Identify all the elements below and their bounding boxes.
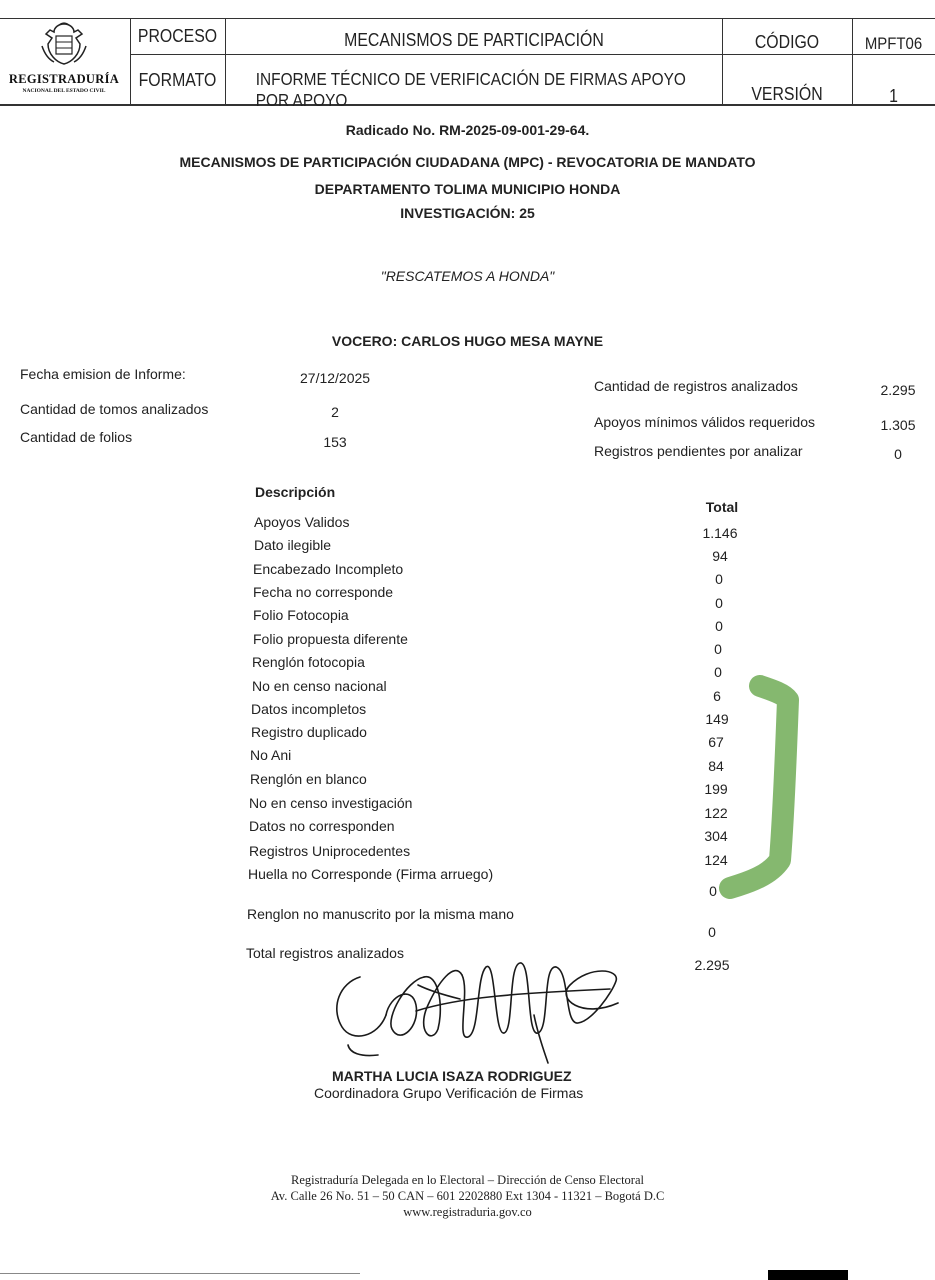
- table-row-desc: No Ani: [250, 747, 292, 763]
- coat-of-arms-icon: [36, 20, 92, 68]
- table-row-total: 0: [715, 618, 723, 634]
- col-description-header: Descripción: [255, 484, 336, 500]
- handwritten-signature: [320, 945, 630, 1070]
- table-row-desc: Dato ilegible: [254, 537, 332, 553]
- table-row-total: 0: [709, 883, 717, 899]
- col-total-header: Total: [705, 499, 739, 515]
- table-row-total: 0: [715, 571, 723, 587]
- table-row-desc: Folio Fotocopia: [253, 607, 349, 623]
- table-row-total: 149: [705, 711, 729, 727]
- table-row-desc: Folio propuesta diferente: [253, 631, 408, 647]
- table-row-total: 0: [708, 924, 716, 940]
- table-row-total: 124: [704, 852, 728, 868]
- proceso-value: MECANISMOS DE PARTICIPACIÓN: [344, 29, 604, 50]
- logo-subtitle: NACIONAL DEL ESTADO CIVIL: [22, 88, 106, 94]
- investigation-title: INVESTIGACIÓN: 25: [400, 205, 535, 221]
- scan-artifact: [768, 1270, 848, 1280]
- version-value: 1: [889, 85, 898, 106]
- mechanism-title: MECANISMOS DE PARTICIPACIÓN CIUDADANA (MPC) - REVOCATORIA DE MANDATO: [179, 154, 756, 170]
- vocero: VOCERO: CARLOS HUGO MESA MAYNE: [331, 333, 604, 349]
- table-row-total: 94: [712, 548, 728, 564]
- radicado-number: Radicado No. RM-2025-09-001-29-64.: [345, 122, 590, 138]
- table-row-total: 0: [715, 595, 723, 611]
- table-row-desc: Renglón fotocopia: [252, 654, 365, 670]
- summary-left-label: Cantidad de folios: [20, 429, 133, 445]
- table-row-desc: Renglón en blanco: [250, 771, 367, 787]
- summary-left-label: Fecha emision de Informe:: [20, 366, 186, 382]
- formato-label: FORMATO: [138, 69, 217, 90]
- table-row-desc: Huella no Corresponde (Firma arruego): [248, 866, 494, 882]
- table-row-total: 67: [708, 734, 724, 750]
- codigo-value: MPFT06: [864, 34, 923, 53]
- total-label: Total registros analizados: [246, 945, 404, 961]
- table-row-desc: Apoyos Validos: [254, 514, 350, 530]
- registraduria-logo: [4, 20, 124, 110]
- signer-name: MARTHA LUCIA ISAZA RODRIGUEZ: [332, 1068, 572, 1084]
- summary-right-value: 2.295: [880, 382, 916, 398]
- table-row-desc: Registro duplicado: [251, 724, 367, 740]
- footer-rule: [0, 1273, 360, 1274]
- table-row-total: 0: [714, 641, 722, 657]
- table-row-total: 1.146: [702, 525, 738, 541]
- codigo-label: CÓDIGO: [754, 31, 820, 52]
- summary-right-label: Apoyos mínimos válidos requeridos: [594, 414, 815, 430]
- department-title: DEPARTAMENTO TOLIMA MUNICIPIO HONDA: [314, 181, 621, 197]
- summary-right-value: 1.305: [880, 417, 916, 433]
- logo-title: REGISTRADURÍA: [8, 72, 120, 86]
- table-row-total: 6: [713, 688, 721, 704]
- proceso-label: PROCESO: [137, 25, 218, 46]
- signer-role: Coordinadora Grupo Verificación de Firmas: [314, 1085, 584, 1101]
- table-row-total: 304: [704, 828, 728, 844]
- slogan: "RESCATEMOS A HONDA": [380, 268, 555, 284]
- table-row-desc: Fecha no corresponde: [253, 584, 394, 600]
- version-label: VERSIÓN: [751, 83, 823, 104]
- table-row-desc: No en censo investigación: [249, 795, 413, 811]
- table-row-desc: No en censo nacional: [252, 678, 387, 694]
- footer-line-2: Av. Calle 26 No. 51 – 50 CAN – 601 2202880 Ext 1304 - 11321 – Bogotá D.C: [270, 1189, 665, 1203]
- table-row-desc: Datos incompletos: [251, 701, 367, 717]
- document-header: [0, 18, 935, 122]
- footer-line-3: www.registraduria.gov.co: [403, 1205, 532, 1219]
- summary-right-value: 0: [894, 446, 902, 462]
- table-row-desc: Datos no corresponden: [249, 818, 395, 834]
- table-row-desc: Registros Uniprocedentes: [249, 843, 411, 859]
- table-row-total: 199: [704, 781, 728, 797]
- table-row-total: 0: [714, 664, 722, 680]
- table-row-total: 122: [704, 805, 728, 821]
- summary-right-label: Registros pendientes por analizar: [594, 443, 803, 459]
- table-row-desc: Renglon no manuscrito por la misma mano: [247, 906, 514, 922]
- summary-left-value: 27/12/2025: [300, 370, 371, 386]
- summary-left-label: Cantidad de tomos analizados: [20, 401, 209, 417]
- total-value: 2.295: [694, 957, 730, 973]
- table-row-desc: Encabezado Incompleto: [253, 561, 404, 577]
- summary-right-label: Cantidad de registros analizados: [594, 378, 798, 394]
- formato-value: INFORME TÉCNICO DE VERIFICACIÓN DE FIRMAS APOYO POR APOYO: [255, 69, 686, 110]
- summary-left-value: 2: [331, 404, 339, 420]
- footer-line-1: Registraduría Delegada en lo Electoral – Dirección de Censo Electoral: [291, 1173, 644, 1187]
- summary-left-value: 153: [323, 434, 347, 450]
- table-row-total: 84: [708, 758, 724, 774]
